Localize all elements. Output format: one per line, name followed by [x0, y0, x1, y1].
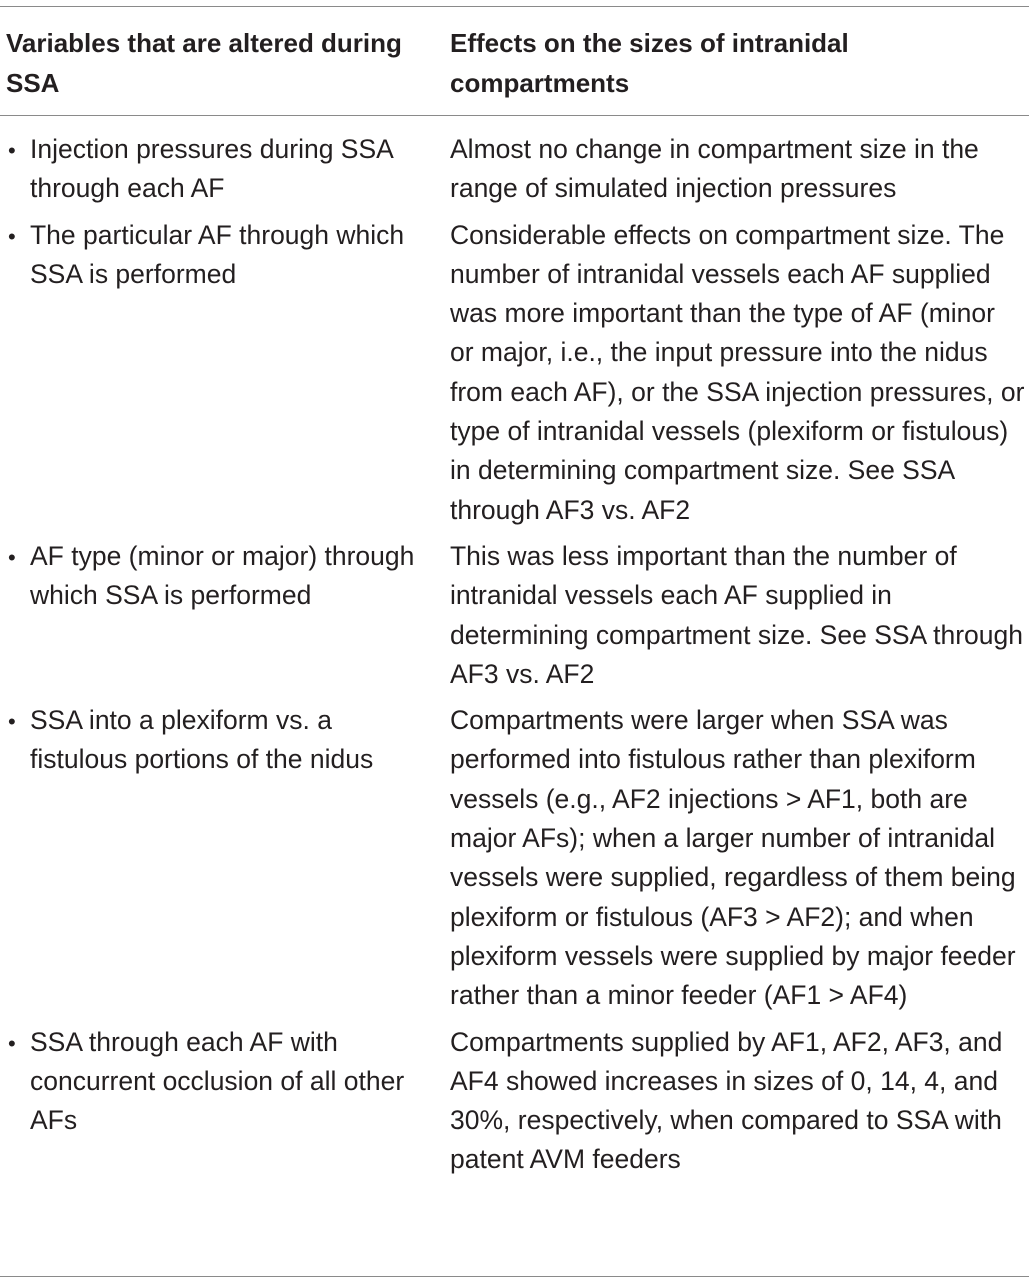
- effect-cell: Compartments were larger when SSA was performed into fistulous rather than plexiform vessels (e.g., AF2 injections > AF1, both are major AFs); when a larger number of intranidal vessels were supplied, regardless of them being plexiform or fistulous (AF3 > AF2); and when plexiform vessels were supplied by major feeder rather than a minor feeder (AF1 > AF4): [450, 705, 1016, 1011]
- variable-cell: [6, 1023, 426, 1141]
- table-row: [0, 1023, 1029, 1180]
- table-header: [0, 20, 1029, 110]
- variable-cell: [6, 130, 426, 209]
- table-top-rule: [0, 6, 1029, 7]
- table-row: [0, 216, 1029, 530]
- bullet-icon: •: [8, 709, 16, 735]
- bullet-icon: •: [8, 544, 16, 570]
- table-bottom-rule: [0, 1276, 1029, 1277]
- effect-cell: Almost no change in compartment size in the range of simulated injection pressures: [450, 134, 979, 204]
- bullet-icon: •: [8, 1030, 16, 1056]
- variable-text: AF type (minor or major) through which SSA is performed: [30, 540, 415, 611]
- variable-cell: [6, 701, 426, 780]
- table-row: [0, 537, 1029, 694]
- header-rule: [0, 115, 1029, 116]
- effect-cell: This was less important than the number of intranidal vessels each AF supplied in determining compartment size. See SSA through AF3 vs. AF2: [450, 540, 1023, 689]
- bullet-icon: •: [8, 223, 16, 249]
- table-row: [0, 130, 1029, 209]
- variable-cell: [6, 216, 426, 295]
- table-row: [0, 701, 1029, 1015]
- variable-cell: [6, 537, 426, 616]
- variable-text: SSA through each AF with concurrent occlusion of all other AFs: [30, 1026, 405, 1136]
- header-effects: Effects on the sizes of intranidal compartments: [450, 28, 849, 98]
- header-variables: Variables that are altered during SSA: [6, 28, 402, 98]
- variable-text: SSA into a plexiform vs. a fistulous portions of the nidus: [30, 705, 374, 775]
- effect-cell: Considerable effects on compartment size. The number of intranidal vessels each AF supplied was more important than the type of AF (minor or major, i.e., the input pressure into the nidus from each AF), or the SSA injection pressures, or type of intranidal vessels (plexiform or fistulous) in determining compartment size. See SSA through AF3 vs. AF2: [450, 219, 1025, 525]
- variable-text: Injection pressures during SSA through each AF: [30, 134, 393, 204]
- bullet-icon: •: [8, 138, 16, 163]
- variable-text: The particular AF through which SSA is performed: [30, 219, 405, 289]
- effect-cell: Compartments supplied by AF1, AF2, AF3, and AF4 showed increases in sizes of 0, 14, 4, and 30%, respectively, when compared to SSA with patent AVM feeders: [450, 1026, 1003, 1175]
- table-body: [0, 130, 1029, 1187]
